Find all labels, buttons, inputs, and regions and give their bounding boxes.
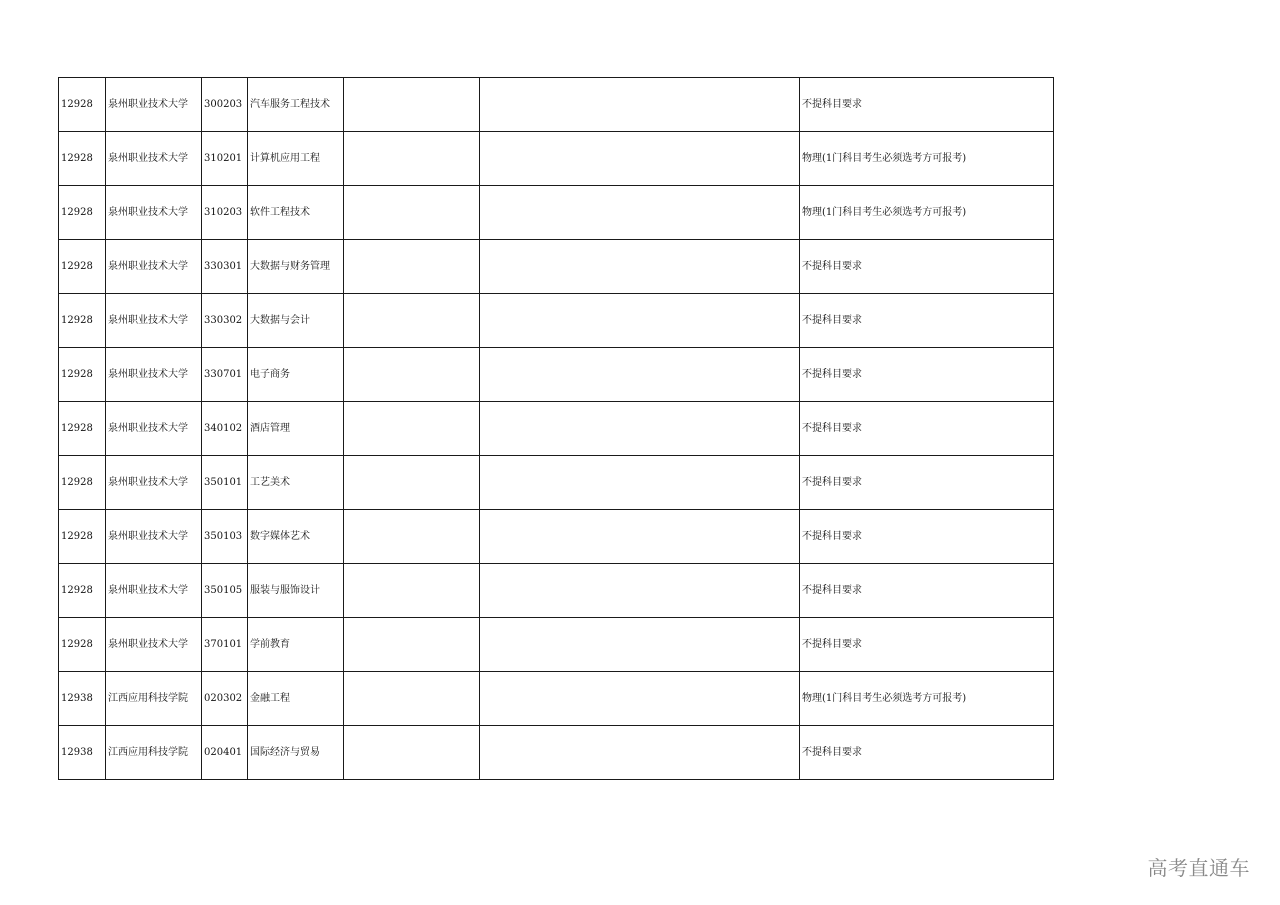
major-code-cell: 020401	[202, 726, 248, 780]
major-code-cell: 350103	[202, 510, 248, 564]
school-name-cell: 江西应用科技学院	[106, 672, 202, 726]
subject-requirement-cell: 不提科目要求	[800, 726, 1054, 780]
major-name-cell: 大数据与会计	[248, 294, 344, 348]
school-code-cell: 12928	[59, 402, 106, 456]
major-name-cell: 大数据与财务管理	[248, 240, 344, 294]
school-code-cell: 12928	[59, 186, 106, 240]
major-code-cell: 300203	[202, 78, 248, 132]
empty-cell	[480, 132, 800, 186]
major-name-cell: 软件工程技术	[248, 186, 344, 240]
school-name-cell: 泉州职业技术大学	[106, 132, 202, 186]
empty-cell	[344, 726, 480, 780]
subject-requirement-cell: 不提科目要求	[800, 78, 1054, 132]
empty-cell	[344, 132, 480, 186]
empty-cell	[344, 564, 480, 618]
empty-cell	[480, 186, 800, 240]
school-name-cell: 泉州职业技术大学	[106, 186, 202, 240]
table-row	[59, 294, 1054, 348]
school-code-cell: 12928	[59, 78, 106, 132]
major-code-cell: 350101	[202, 456, 248, 510]
school-code-cell: 12928	[59, 348, 106, 402]
subject-requirement-cell: 物理(1门科目考生必须选考方可报考)	[800, 132, 1054, 186]
school-name-cell: 江西应用科技学院	[106, 726, 202, 780]
empty-cell	[344, 78, 480, 132]
subject-requirement-cell: 不提科目要求	[800, 240, 1054, 294]
subject-requirement-cell: 不提科目要求	[800, 348, 1054, 402]
empty-cell	[344, 294, 480, 348]
major-name-cell: 数字媒体艺术	[248, 510, 344, 564]
empty-cell	[344, 456, 480, 510]
school-code-cell: 12928	[59, 564, 106, 618]
table-row	[59, 618, 1054, 672]
school-code-cell: 12938	[59, 672, 106, 726]
major-code-cell: 350105	[202, 564, 248, 618]
empty-cell	[480, 618, 800, 672]
school-code-cell: 12928	[59, 618, 106, 672]
school-code-cell: 12928	[59, 240, 106, 294]
school-name-cell: 泉州职业技术大学	[106, 240, 202, 294]
major-name-cell: 电子商务	[248, 348, 344, 402]
subject-requirement-cell: 物理(1门科目考生必须选考方可报考)	[800, 186, 1054, 240]
major-code-cell: 310201	[202, 132, 248, 186]
table-row	[59, 240, 1054, 294]
empty-cell	[480, 294, 800, 348]
school-name-cell: 泉州职业技术大学	[106, 456, 202, 510]
table-row	[59, 78, 1054, 132]
major-code-cell: 370101	[202, 618, 248, 672]
school-name-cell: 泉州职业技术大学	[106, 78, 202, 132]
requirements-table	[58, 77, 1054, 780]
subject-requirement-cell: 物理(1门科目考生必须选考方可报考)	[800, 672, 1054, 726]
major-code-cell: 020302	[202, 672, 248, 726]
empty-cell	[480, 348, 800, 402]
empty-cell	[480, 510, 800, 564]
table-row	[59, 672, 1054, 726]
subject-requirement-cell: 不提科目要求	[800, 510, 1054, 564]
empty-cell	[344, 672, 480, 726]
table-row	[59, 186, 1054, 240]
empty-cell	[344, 186, 480, 240]
major-code-cell: 330701	[202, 348, 248, 402]
empty-cell	[480, 456, 800, 510]
school-name-cell: 泉州职业技术大学	[106, 564, 202, 618]
subject-requirement-cell: 不提科目要求	[800, 618, 1054, 672]
empty-cell	[344, 402, 480, 456]
table-row	[59, 726, 1054, 780]
school-code-cell: 12928	[59, 132, 106, 186]
major-name-cell: 金融工程	[248, 672, 344, 726]
table-row	[59, 456, 1054, 510]
table-row	[59, 564, 1054, 618]
subject-requirement-cell: 不提科目要求	[800, 564, 1054, 618]
empty-cell	[344, 510, 480, 564]
major-name-cell: 服装与服饰设计	[248, 564, 344, 618]
empty-cell	[480, 402, 800, 456]
table-row	[59, 348, 1054, 402]
major-name-cell: 酒店管理	[248, 402, 344, 456]
school-code-cell: 12928	[59, 294, 106, 348]
table-row	[59, 402, 1054, 456]
table-row	[59, 132, 1054, 186]
major-name-cell: 学前教育	[248, 618, 344, 672]
empty-cell	[480, 726, 800, 780]
school-name-cell: 泉州职业技术大学	[106, 618, 202, 672]
major-code-cell: 330302	[202, 294, 248, 348]
major-name-cell: 汽车服务工程技术	[248, 78, 344, 132]
school-name-cell: 泉州职业技术大学	[106, 402, 202, 456]
school-code-cell: 12938	[59, 726, 106, 780]
school-code-cell: 12928	[59, 510, 106, 564]
school-code-cell: 12928	[59, 456, 106, 510]
empty-cell	[344, 618, 480, 672]
subject-requirement-cell: 不提科目要求	[800, 294, 1054, 348]
school-name-cell: 泉州职业技术大学	[106, 510, 202, 564]
major-name-cell: 国际经济与贸易	[248, 726, 344, 780]
empty-cell	[344, 240, 480, 294]
major-code-cell: 310203	[202, 186, 248, 240]
table-row	[59, 510, 1054, 564]
school-name-cell: 泉州职业技术大学	[106, 294, 202, 348]
school-name-cell: 泉州职业技术大学	[106, 348, 202, 402]
empty-cell	[480, 240, 800, 294]
major-name-cell: 计算机应用工程	[248, 132, 344, 186]
empty-cell	[344, 348, 480, 402]
empty-cell	[480, 564, 800, 618]
subject-requirement-cell: 不提科目要求	[800, 402, 1054, 456]
major-code-cell: 340102	[202, 402, 248, 456]
major-name-cell: 工艺美术	[248, 456, 344, 510]
empty-cell	[480, 78, 800, 132]
subject-requirement-cell: 不提科目要求	[800, 456, 1054, 510]
table-body	[59, 78, 1054, 780]
empty-cell	[480, 672, 800, 726]
major-code-cell: 330301	[202, 240, 248, 294]
watermark-text: 高考直通车	[1147, 856, 1250, 880]
